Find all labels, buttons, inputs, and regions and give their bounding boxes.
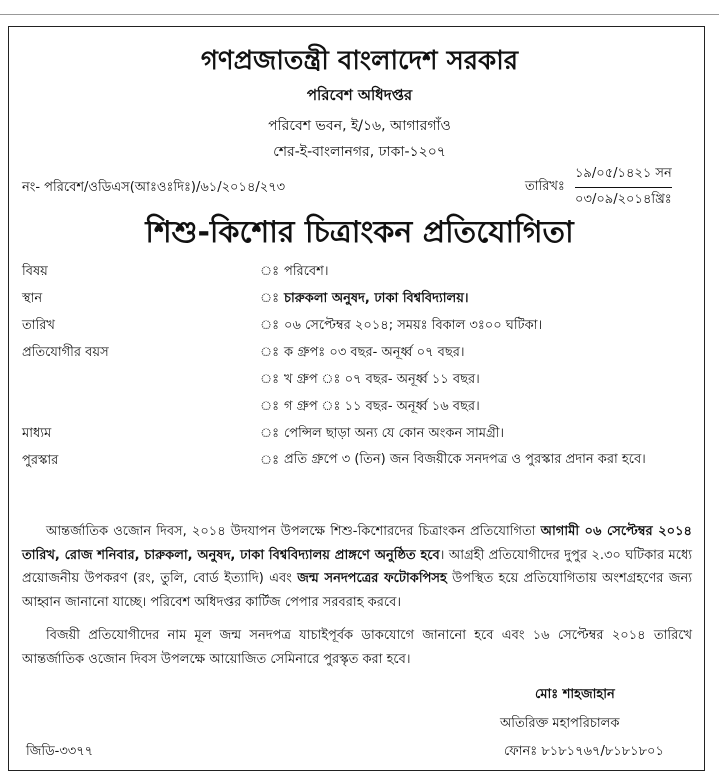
paragraph-text: বিজয়ী প্রতিযোগীদের নাম মূল জন্ম সনদপত্র যাচাইপূর্বক ডাকযোগে জানানো হবে এবং ১৬ সেপ্টেম্বর ২০১৪ তারিখে আন্তর্জাতিক ওজোন দিবস উপলক্ষে আয়োজিত সেমিনারে পুরস্কৃত করা হবে। — [22, 628, 692, 667]
detail-row-prize — [22, 451, 702, 495]
detail-label: তারিখ — [22, 318, 55, 333]
signatory-name: মোঃ শাহজাহান — [535, 687, 615, 702]
detail-label: বিষয় — [22, 264, 48, 279]
phone-number: ফোনঃ ৮১৮১৭৬৭/৮১৮১৮০১ — [504, 744, 664, 759]
detail-row-venue — [22, 289, 702, 316]
detail-separator: ঃ — [260, 426, 280, 441]
government-title: গণপ্রজাতন্ত্রী বাংলাদেশ সরকার — [200, 46, 519, 76]
detail-separator: ঃ — [260, 318, 280, 333]
detail-value: ক গ্রুপঃ ০৩ বছর- অনূর্ধ্ব ০৭ বছর। — [284, 345, 465, 360]
detail-row-age-ka — [22, 343, 702, 370]
body-paragraph-1 — [22, 520, 692, 614]
paragraph-text: উপস্থিত হয়ে প্রতিযোগিতায় অংশগ্রহণের জন্য আহ্বান জানানো যাচ্ছে। পরিবেশ অধিদপ্তর কার্টিজ পেপার সরবরাহ করবে। — [22, 571, 692, 610]
detail-label: প্রতিযোগীর বয়স — [22, 345, 109, 360]
address-line-2: শের-ই-বাংলানগর, ঢাকা-১২০৭ — [273, 144, 446, 160]
detail-separator: ঃ — [260, 372, 280, 387]
paragraph-bold-text: আগামী ০৬ সেপ্টেম্বর ২০১৪ তারিখ, রোজ শনিবার, চারুকলা, অনুষদ, ঢাকা বিশ্ববিদ্যালয় প্রাঙ্গণে অনুষ্ঠিত হবে — [22, 524, 692, 563]
detail-separator: ঃ — [260, 399, 280, 414]
detail-row-subject — [22, 262, 702, 289]
detail-value: পরিবেশ। — [284, 264, 329, 279]
detail-value: ০৬ সেপ্টেম্বর ২০১৪; সময়ঃ বিকাল ৩ঃ০০ ঘটিকা। — [284, 318, 543, 333]
department-name: পরিবেশ অধিদপ্তর — [306, 86, 413, 104]
signatory-title: অতিরিক্ত মহাপরিচালক — [500, 716, 620, 731]
detail-row-age-ga — [22, 397, 702, 424]
detail-row-age-kha — [22, 370, 702, 397]
detail-separator: ঃ — [260, 291, 280, 306]
gregorian-date: ০৩/০৯/২০১৪খ্রিঃ — [575, 192, 672, 207]
date-label: তারিখঃ — [525, 179, 565, 194]
date-block — [575, 164, 672, 211]
paragraph-text: আন্তর্জাতিক ওজোন দিবস, ২০১৪ উদযাপন উপলক্ষে শিশু-কিশোরদের চিত্রাংকন প্রতিযোগিতা — [46, 524, 541, 539]
paragraph-text: । আগ্রহী প্রতিযোগীদের দুপুর ২.৩০ ঘটিকার মধ্যে প্রয়োজনীয় উপকরণ (রং, তুলি, বোর্ড ইত্যাদি) এবং — [22, 547, 693, 586]
detail-value: খ গ্রুপ ঃ ০৭ বছর- অনূর্ধ্ব ১১ বছর। — [284, 372, 480, 387]
detail-value: গ গ্রুপ ঃ ১১ বছর- অনূর্ধ্ব ১৬ বছর। — [284, 399, 480, 414]
detail-separator: ঃ — [260, 453, 280, 468]
detail-row-date — [22, 316, 702, 343]
address-line-1: পরিবেশ ভবন, ই/১৬, আগারগাঁও — [268, 118, 451, 134]
detail-separator: ঃ — [260, 264, 280, 279]
detail-row-medium — [22, 424, 702, 451]
notice-headline: শিশু-কিশোর চিত্রাংকন প্রতিযোগিতা — [145, 215, 574, 250]
detail-label: স্থান — [22, 291, 43, 306]
paragraph-bold-text: জন্ম সনদপত্রের ফটোকপিসহ — [297, 571, 447, 586]
top-border-line — [0, 0, 719, 15]
detail-label: মাধ্যম — [22, 426, 52, 441]
detail-label: পুরস্কার — [22, 453, 59, 468]
memo-number: নং- পরিবেশ/ওডিএস(আঃওঃদিঃ)/৬১/২০১৪/২৭৩ — [22, 180, 286, 195]
detail-value: পেন্সিল ছাড়া অন্য যে কোন অংকন সামগ্রী। — [284, 426, 505, 441]
body-paragraph-2 — [22, 624, 692, 671]
gd-number: জিডি-৩৩৭৭ — [26, 744, 94, 759]
bangla-date: ১৯/০৫/১৪২১ সন — [575, 164, 672, 188]
details-table — [22, 262, 702, 495]
detail-separator: ঃ — [260, 345, 280, 360]
detail-value: চারুকলা অনুষদ, ঢাকা বিশ্ববিদ্যালয়। — [284, 291, 469, 306]
detail-value: প্রতি গ্রুপে ৩ (তিন) জন বিজয়ীকে সনদপত্র ও পুরস্কার প্রদান করা হবে। — [284, 452, 646, 467]
